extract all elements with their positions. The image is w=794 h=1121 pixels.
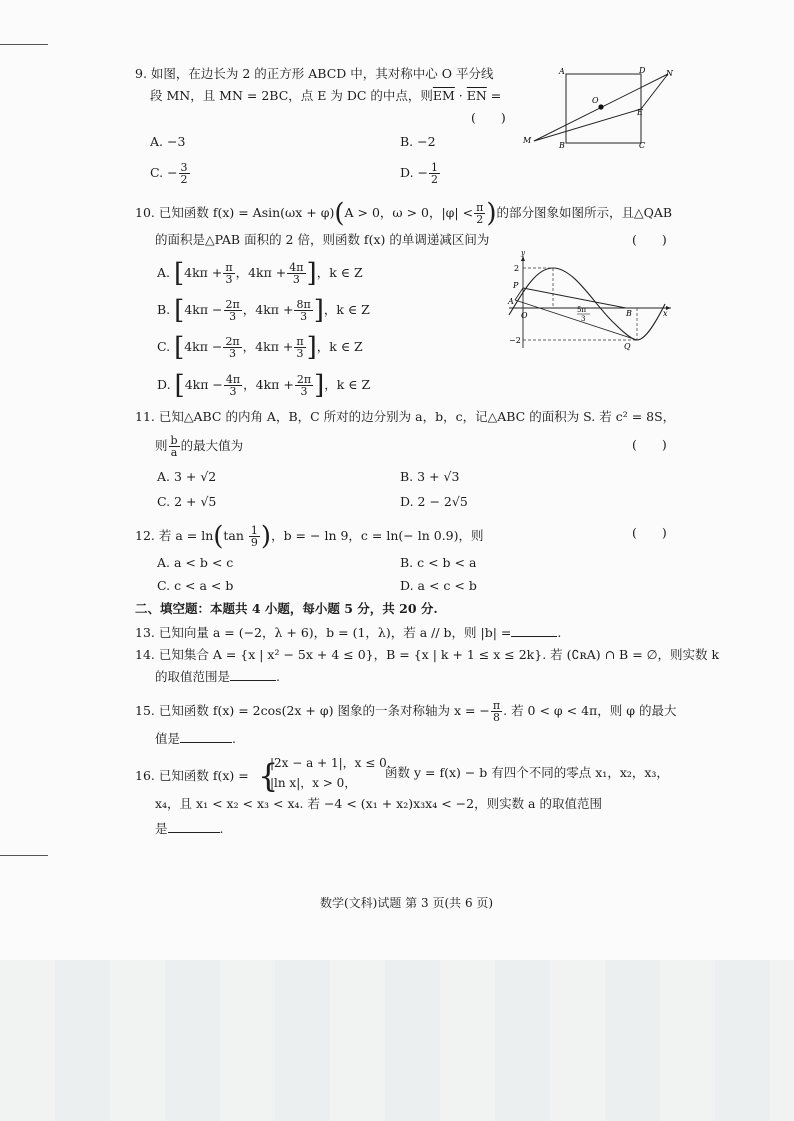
answer-blank[interactable] <box>168 822 220 833</box>
segment-pb <box>523 288 626 308</box>
square-abcd <box>566 74 641 143</box>
q10-sine-graph <box>505 249 675 351</box>
binding-mark <box>0 44 48 45</box>
graph-label-x: x <box>663 309 668 318</box>
graph-label-2: 2 <box>514 264 520 273</box>
piecewise-brace: { <box>258 757 279 795</box>
q10-answer-paren: ( ) <box>632 232 667 247</box>
q9-option-d: D. − $\frac{1}{2}$ <box>400 161 438 186</box>
vector-em: $\overline{EM}$ <box>432 88 455 103</box>
q16-stem-line2: x₄，且 x₁ < x₂ < x₃ < x₄. 若 −4 < (x₁ + x₂)x₃x₄ < −2，则实数 a 的取值范围 <box>155 796 602 811</box>
q9-option-b: B. −2 <box>400 134 436 149</box>
q9-stem-line1: 9. 如图，在边长为 2 的正方形 ABCD 中，其对称中心 O 平分线 <box>135 66 494 81</box>
q12-option-d: D. a < c < b <box>400 578 477 593</box>
scan-background <box>0 960 794 1121</box>
label-a: A <box>559 67 565 76</box>
graph-label-p: P <box>513 281 519 290</box>
label-d: D <box>639 66 646 75</box>
graph-label-y: y <box>521 249 525 257</box>
q11-stem-line2: 则 $\frac{b}{a}$ 的最大值为 <box>155 434 244 459</box>
q10-option-c: C. [4kπ − $\frac{2\pi}{3}$ ，4kπ + $\frac{\pi}{3}$ ]，k ∈ Z <box>157 332 363 363</box>
q11-option-b: B. 3 + √3 <box>400 469 460 484</box>
fraction: $\frac{3}{2}$ <box>180 161 188 186</box>
fraction: $\frac{\pi}{2}$ <box>476 201 484 226</box>
q11-option-a: A. 3 + √2 <box>157 469 217 484</box>
q9-option-a: A. −3 <box>150 134 186 149</box>
answer-blank[interactable] <box>230 670 276 681</box>
vector-en: $\overline{EN}$ <box>466 88 487 103</box>
q9-stem-line2: 段 MN，且 MN = 2BC，点 E 为 DC 的中点，则$\overline{EM} \cdot \overline{EN}$ = <box>150 88 502 103</box>
q16-stem-line1: 16. 已知函数 f(x) = <box>135 768 249 783</box>
center-point-o <box>598 104 603 109</box>
q16-stem-line3: 是 . <box>155 821 224 836</box>
q15-stem-line2: 值是 . <box>155 731 236 746</box>
segment-aq <box>515 300 637 340</box>
answer-blank[interactable] <box>180 732 232 743</box>
label-e: E <box>637 108 643 117</box>
q12-stem: 12. 若 a = ln(tan $\frac{1}{9}$ )，b = − ln 9，c = ln(− ln 0.9)，则 <box>135 521 484 552</box>
graph-label-3: 3 <box>581 315 586 323</box>
label-o: O <box>592 96 599 105</box>
q10-option-b: B. [4kπ − $\frac{2\pi}{3}$ ，4kπ + $\frac{8\pi}{3}$ ]，k ∈ Z <box>157 295 370 326</box>
q12-option-a: A. a < b < c <box>157 555 234 570</box>
graph-label-b: B <box>626 309 632 318</box>
label-c: C <box>639 141 646 150</box>
q14-stem-line1: 14. 已知集合 A = {x | x² − 5x + 4 ≤ 0}，B = {x | k + 1 ≤ x ≤ 2k}. 若 (∁ʀA) ∩ B = ∅，则实数 k <box>135 647 720 662</box>
label-m: M <box>523 136 532 145</box>
fraction: $\frac{1}{2}$ <box>431 161 438 186</box>
q11-stem-line1: 11. 已知△ABC 的内角 A，B，C 所对的边分别为 a，b，c，记△ABC 的面积为 S. 若 c² = 8S， <box>135 409 676 424</box>
q16-case2: |ln x|，x > 0， <box>270 776 357 790</box>
label-n: N <box>666 69 673 78</box>
graph-label-a: A <box>508 297 514 306</box>
q12-answer-paren: ( ) <box>632 525 667 540</box>
graph-label-5pi: 5π <box>577 306 587 314</box>
q13-stem: 13. 已知向量 a = (−2，λ + 6)，b = (1，λ)，若 a // b，则 |b| = . <box>135 625 562 640</box>
q14-stem-line2: 的取值范围是 . <box>155 669 280 684</box>
sine-curve <box>509 268 665 340</box>
label-b: B <box>559 141 565 150</box>
q9-option-c: C. − $\frac{3}{2}$ <box>150 161 188 186</box>
q12-option-c: C. c < a < b <box>157 578 234 593</box>
q10-stem-line2: 的面积是△PAB 面积的 2 倍，则函数 f(x) 的单调递减区间为 <box>155 232 490 247</box>
segment-en <box>641 74 668 109</box>
graph-label-q: Q <box>624 342 631 351</box>
answer-blank[interactable] <box>511 626 557 637</box>
section-header-fill-in: 二、填空题：本题共 4 小题，每小题 5 分，共 20 分. <box>135 601 438 616</box>
q10-stem-line1: 10. 已知函数 f(x) = Asin(ωx + φ)(A > 0，ω > 0，|φ| < $\frac{\pi}{2}$ )的部分图象如图所示，且△QAB <box>135 198 673 229</box>
q11-option-d: D. 2 − 2√5 <box>400 494 468 509</box>
binding-mark <box>0 855 48 856</box>
q16-case1: |2x − a + 1|，x ≤ 0， <box>270 756 399 770</box>
q11-answer-paren: ( ) <box>632 437 667 452</box>
q10-option-d: D. [4kπ − $\frac{4\pi}{3}$ ，4kπ + $\frac{2\pi}{3}$ ]，k ∈ Z <box>157 370 371 401</box>
q12-option-b: B. c < b < a <box>400 555 477 570</box>
page-footer: 数学(文科)试题 第 3 页(共 6 页) <box>320 896 494 910</box>
graph-label-o: O <box>521 311 528 320</box>
q9-answer-paren: ( ) <box>471 110 506 125</box>
q10-option-a: A. [4kπ + $\frac{\pi}{3}$ ，4kπ + $\frac{4\pi}{3}$ ]，k ∈ Z <box>157 258 363 289</box>
q11-option-c: C. 2 + √5 <box>157 494 217 509</box>
q9-square-figure <box>520 62 680 154</box>
q16-stem-line1-post: 函数 y = f(x) − b 有四个不同的零点 x₁，x₂，x₃， <box>385 765 669 780</box>
graph-label-neg2: −2 <box>509 336 521 345</box>
q15-stem-line1: 15. 已知函数 f(x) = 2cos(2x + φ) 图象的一条对称轴为 x = − $\frac{\pi}{8}$ . 若 0 < φ < 4π，则 φ 的最大 <box>135 699 677 724</box>
